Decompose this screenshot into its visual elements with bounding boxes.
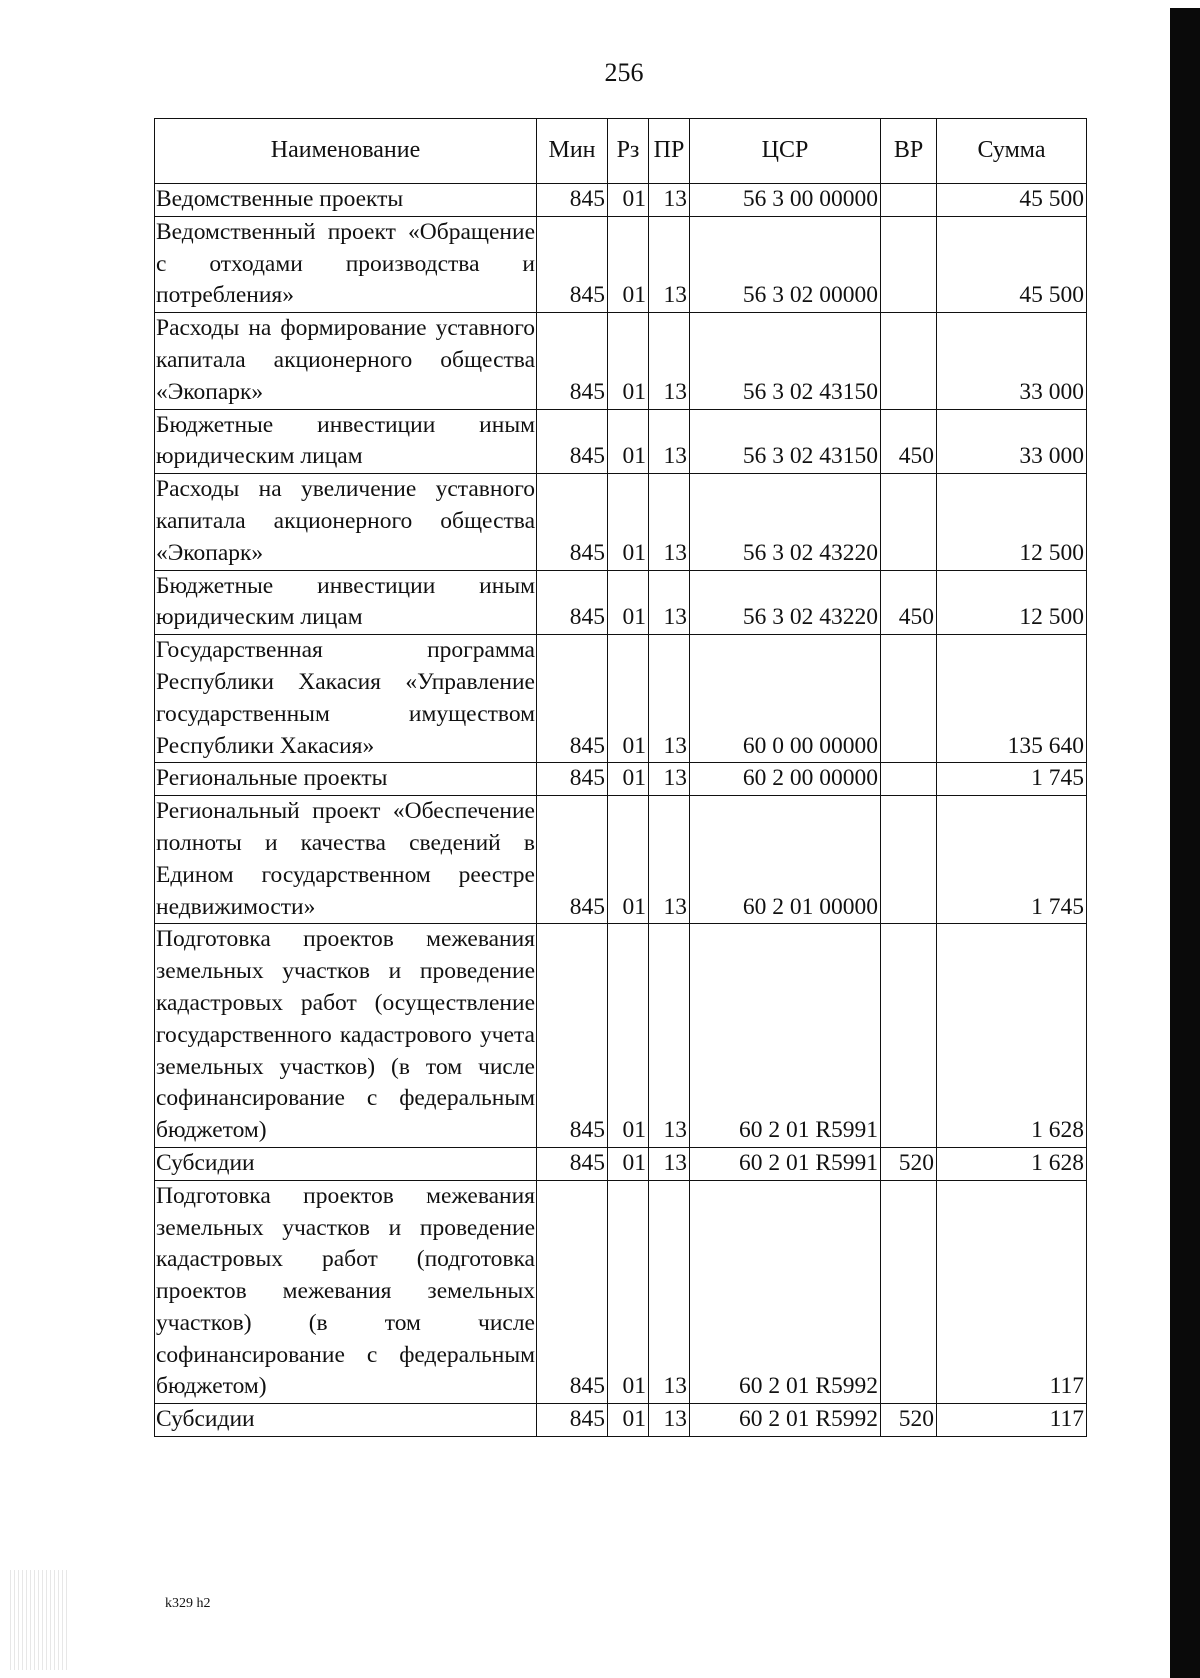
cell-vr: [881, 474, 937, 570]
cell-min: 845: [537, 1180, 608, 1404]
cell-min: 845: [537, 474, 608, 570]
table-row: [155, 184, 1087, 217]
cell-csr: 56 3 02 43150: [690, 409, 881, 474]
cell-name: Бюджетные инвестиции иным юридическим лицам: [155, 570, 537, 635]
cell-rz: 01: [608, 1180, 649, 1404]
cell-pr: 13: [649, 924, 690, 1148]
cell-vr: 520: [881, 1404, 937, 1437]
cell-name: Расходы на формирование уставного капитала акционерного общества «Экопарк»: [155, 313, 537, 409]
cell-sum: 45 500: [937, 184, 1087, 217]
cell-min: 845: [537, 1147, 608, 1180]
cell-vr: [881, 924, 937, 1148]
cell-sum: 1 745: [937, 796, 1087, 924]
cell-min: 845: [537, 409, 608, 474]
cell-min: 845: [537, 570, 608, 635]
cell-pr: 13: [649, 474, 690, 570]
table-row: [155, 1404, 1087, 1437]
cell-rz: 01: [608, 1147, 649, 1180]
cell-rz: 01: [608, 796, 649, 924]
cell-vr: [881, 216, 937, 312]
cell-pr: 13: [649, 763, 690, 796]
cell-min: 845: [537, 796, 608, 924]
cell-vr: [881, 763, 937, 796]
cell-csr: 56 3 00 00000: [690, 184, 881, 217]
table-row: [155, 474, 1087, 570]
table-row: [155, 313, 1087, 409]
cell-min: 845: [537, 184, 608, 217]
cell-rz: 01: [608, 216, 649, 312]
cell-vr: [881, 184, 937, 217]
budget-table: [154, 118, 1087, 1437]
cell-csr: 56 3 02 00000: [690, 216, 881, 312]
cell-csr: 56 3 02 43220: [690, 474, 881, 570]
cell-min: 845: [537, 216, 608, 312]
cell-sum: 45 500: [937, 216, 1087, 312]
cell-name: Ведомственные проекты: [155, 184, 537, 217]
cell-csr: 56 3 02 43220: [690, 570, 881, 635]
cell-name: Региональные проекты: [155, 763, 537, 796]
cell-csr: 60 2 01 R5991: [690, 1147, 881, 1180]
header-csr: ЦСР: [690, 119, 881, 184]
cell-sum: 135 640: [937, 635, 1087, 763]
cell-vr: 520: [881, 1147, 937, 1180]
table-row: [155, 570, 1087, 635]
cell-name: Субсидии: [155, 1404, 537, 1437]
cell-sum: 12 500: [937, 474, 1087, 570]
table-header-row: [155, 119, 1087, 184]
cell-rz: 01: [608, 313, 649, 409]
cell-sum: 117: [937, 1180, 1087, 1404]
cell-vr: [881, 313, 937, 409]
cell-min: 845: [537, 924, 608, 1148]
page-number: 256: [604, 58, 644, 87]
cell-name: Региональный проект «Обеспечение полноты и качества сведений в Едином государственном реестре недвижимости»: [155, 796, 537, 924]
cell-sum: 33 000: [937, 409, 1087, 474]
cell-sum: 33 000: [937, 313, 1087, 409]
table-row: [155, 216, 1087, 312]
cell-sum: 12 500: [937, 570, 1087, 635]
table-row: [155, 924, 1087, 1148]
cell-csr: 60 0 00 00000: [690, 635, 881, 763]
cell-csr: 60 2 01 R5992: [690, 1404, 881, 1437]
cell-pr: 13: [649, 1147, 690, 1180]
cell-pr: 13: [649, 570, 690, 635]
header-sum: Сумма: [937, 119, 1087, 184]
cell-pr: 13: [649, 635, 690, 763]
cell-rz: 01: [608, 184, 649, 217]
cell-name: Бюджетные инвестиции иным юридическим лицам: [155, 409, 537, 474]
cell-csr: 60 2 01 R5991: [690, 924, 881, 1148]
cell-pr: 13: [649, 1180, 690, 1404]
cell-vr: [881, 1180, 937, 1404]
cell-csr: 56 3 02 43150: [690, 313, 881, 409]
cell-min: 845: [537, 1404, 608, 1437]
cell-csr: 60 2 01 R5992: [690, 1180, 881, 1404]
table-row: [155, 763, 1087, 796]
cell-min: 845: [537, 635, 608, 763]
cell-name: Ведомственный проект «Обращение с отходами производства и потребления»: [155, 216, 537, 312]
scan-noise: [10, 1570, 70, 1670]
cell-min: 845: [537, 763, 608, 796]
cell-vr: 450: [881, 409, 937, 474]
cell-name: Подготовка проектов межевания земельных участков и проведение кадастровых работ (подготовка проектов межевания земельных участков) (в том числе софинансирование с федеральным бюджетом): [155, 1180, 537, 1404]
cell-name: Субсидии: [155, 1147, 537, 1180]
cell-name: Государственная программа Республики Хакасия «Управление государственным имуществом Республики Хакасия»: [155, 635, 537, 763]
header-vr: ВР: [881, 119, 937, 184]
cell-pr: 13: [649, 313, 690, 409]
cell-sum: 1 628: [937, 924, 1087, 1148]
cell-vr: 450: [881, 570, 937, 635]
scan-edge-bar: [1170, 8, 1200, 1678]
cell-pr: 13: [649, 409, 690, 474]
cell-sum: 117: [937, 1404, 1087, 1437]
cell-pr: 13: [649, 184, 690, 217]
cell-rz: 01: [608, 570, 649, 635]
cell-rz: 01: [608, 763, 649, 796]
cell-pr: 13: [649, 1404, 690, 1437]
table-row: [155, 796, 1087, 924]
cell-pr: 13: [649, 216, 690, 312]
cell-rz: 01: [608, 1404, 649, 1437]
table-row: [155, 1180, 1087, 1404]
cell-min: 845: [537, 313, 608, 409]
header-rz: Рз: [608, 119, 649, 184]
cell-rz: 01: [608, 474, 649, 570]
cell-vr: [881, 635, 937, 763]
table-row: [155, 635, 1087, 763]
cell-pr: 13: [649, 796, 690, 924]
cell-rz: 01: [608, 924, 649, 1148]
cell-rz: 01: [608, 409, 649, 474]
header-min: Мин: [537, 119, 608, 184]
table-body: [155, 184, 1087, 1437]
table-row: [155, 409, 1087, 474]
cell-name: Подготовка проектов межевания земельных участков и проведение кадастровых работ (осуществление государственного кадастрового учета земельных участков) (в том числе софинансирование с федеральным бюджетом): [155, 924, 537, 1148]
cell-sum: 1 628: [937, 1147, 1087, 1180]
header-name: Наименование: [155, 119, 537, 184]
cell-vr: [881, 796, 937, 924]
cell-name: Расходы на увеличение уставного капитала акционерного общества «Экопарк»: [155, 474, 537, 570]
cell-sum: 1 745: [937, 763, 1087, 796]
cell-rz: 01: [608, 635, 649, 763]
table-row: [155, 1147, 1087, 1180]
footer-code: k329 h2: [165, 1596, 211, 1611]
cell-csr: 60 2 01 00000: [690, 796, 881, 924]
header-pr: ПР: [649, 119, 690, 184]
cell-csr: 60 2 00 00000: [690, 763, 881, 796]
